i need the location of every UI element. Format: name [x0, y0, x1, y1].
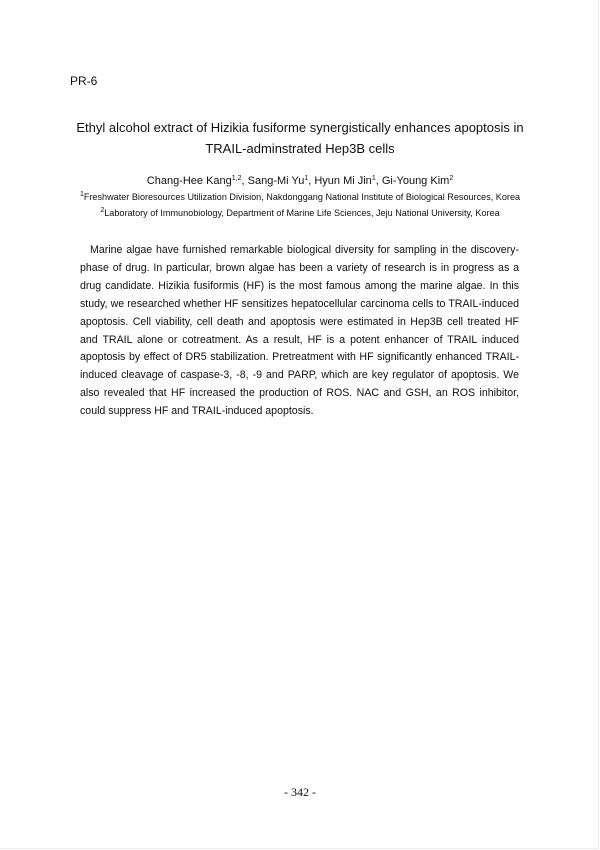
- author-name: Chang-Hee Kang: [146, 175, 232, 187]
- author-name: Gi-Young Kim: [381, 175, 450, 187]
- affiliation-2: [40, 207, 560, 219]
- author: [248, 175, 315, 187]
- affiliation-mark: 2: [100, 207, 105, 214]
- author-separator: ,: [375, 175, 382, 187]
- author-affiliation-mark: 2: [449, 175, 454, 182]
- author-affiliation-mark: 1: [304, 175, 309, 182]
- author-separator: ,: [241, 175, 248, 187]
- author-affiliation-mark: 1,2: [231, 175, 242, 182]
- author-name: Hyun Mi Jin: [314, 175, 372, 187]
- author-separator: ,: [308, 175, 315, 187]
- affiliation-1: [40, 191, 560, 203]
- affiliation-mark: 1: [79, 191, 84, 198]
- paper-title-line-1: Ethyl alcohol extract of Hizikia fusiforme synergistically enhances apoptosis in: [76, 120, 524, 135]
- author: [314, 175, 382, 187]
- author: [147, 175, 248, 187]
- author: [382, 175, 453, 187]
- presentation-code: PR-6: [70, 74, 98, 88]
- affiliation-text: Laboratory of Immunobiology, Department of Marine Life Sciences, Jeju National University, Korea: [104, 208, 500, 218]
- paper-title-line-2: TRAIL-adminstrated Hep3B cells: [205, 141, 395, 156]
- affiliation-text: Freshwater Bioresources Utilization Division, Nakdonggang National Institute of Biological Resources, Korea: [83, 192, 521, 202]
- paper-title: [60, 117, 540, 159]
- author-list: [60, 174, 540, 188]
- abstract-body: Marine algae have furnished remarkable biological diversity for sampling in the discovery-phase of drug. In particular, brown algae has been a variety of research is in progress as a drug candidate. Hizikia fusiformis (HF) is the most famous among the marine algae. In this study, we researched whether HF sensitizes hepatocellular carcinoma cells to TRAIL-induced apoptosis. Cell viability, cell death and apoptosis were estimated in Hep3B cell treated HF and TRAIL alone or cotreatment. As a result, HF is a potent enhancer of TRAIL induced apoptosis by effect of DR5 stabilization. Pretreatment with HF significantly enhanced TRAIL-induced cleavage of caspase-3, -8, -9 and PARP, which are key regulator of apoptosis. We also revealed that HF increased the production of ROS. NAC and GSH, an ROS inhibitor, could suppress HF and TRAIL-induced apoptosis.: [80, 244, 519, 418]
- author-name: Sang-Mi Yu: [247, 175, 305, 187]
- author-affiliation-mark: 1: [371, 175, 376, 182]
- page-number: - 342 -: [284, 785, 316, 799]
